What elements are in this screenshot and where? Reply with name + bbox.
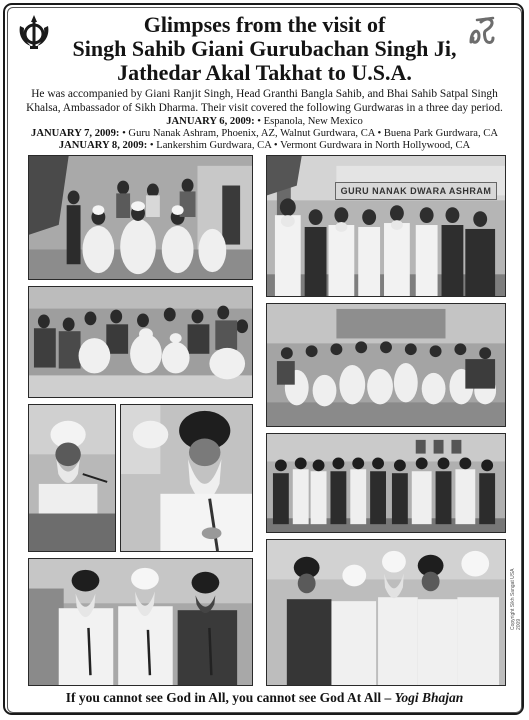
khanda-icon [16,12,52,52]
photo-speaker-podium [28,404,116,552]
quote-text: If you cannot see God in All, you cannot see God At All – [65,690,392,705]
photo-three-leaders [28,558,253,686]
schedule-places: • Lankershim Gurdwara, CA • Vermont Gurdwara in North Hollywood, CA [149,140,471,151]
headline-line-1: Glimpses from the visit of [143,12,386,37]
headline-line-2: Singh Sahib Giani Gurubachan Singh Ji, [72,36,457,61]
photo-ashram-group [266,155,506,297]
photo-jathedar-portrait [120,404,253,552]
schedule-date: JANUARY 6, 2009: [166,116,255,127]
quote-author: Yogi Bhajan [394,690,464,705]
photo-standing-row [266,433,506,533]
photo-group-with-sangat [266,539,506,686]
schedule-line [14,128,515,140]
schedule-places: • Espanola, New Mexico [257,116,363,127]
schedule-places: • Guru Nanak Ashram, Phoenix, AZ, Walnut Gurdwara, CA • Buena Park Gurdwara, CA [122,128,498,139]
intro-paragraph: He was accompanied by Giani Ranjit Singh, Head Granthi Bangla Sahib, and Bhai Sahib Satpal Singh Khalsa, Ambassador of Sikh Dharma. Their visit covered the following Gurdwaras in a three day period. [26,88,503,114]
headline-line-3: Jathedar Akal Takhat to U.S.A. [117,60,412,85]
schedule-date: JANUARY 7, 2009: [31,128,120,139]
schedule-date: JANUARY 8, 2009: [58,140,148,151]
schedule-line [14,116,515,128]
photo-seated-group [28,155,253,280]
footer-quote [14,690,515,706]
photo-credit: Copyright Sikh Sangat USA 2009 [510,568,522,630]
ashram-sign: GURU NANAK DWARA ASHRAM [335,182,497,200]
photo-large-group [266,303,506,427]
photo-congregation [28,286,253,398]
schedule-line [14,140,515,152]
